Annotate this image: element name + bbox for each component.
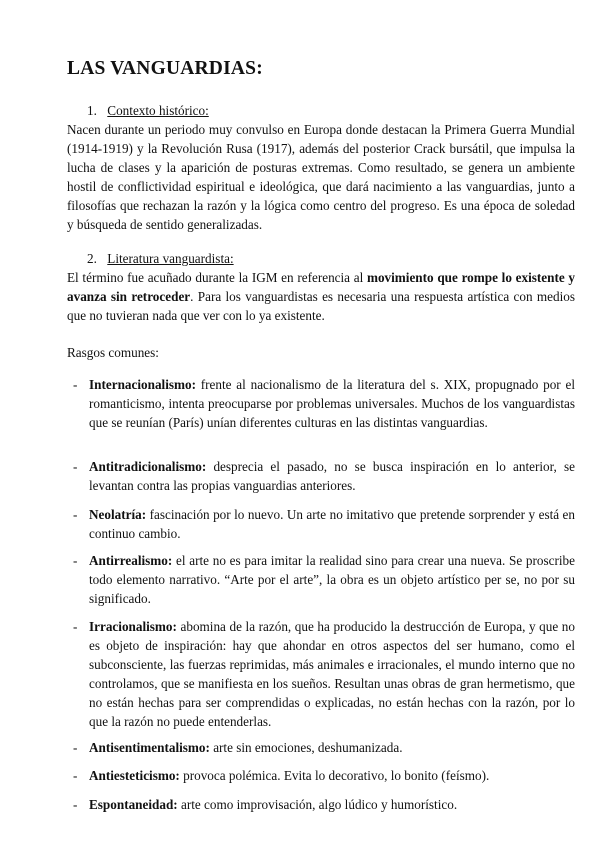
list-item-term: Espontaneidad: [89,797,178,812]
section-label: Literatura vanguardista: [107,251,234,266]
paragraph-text-before: El término fue acuñado durante la IGM en referencia al [67,270,367,285]
list-item-internacionalismo [67,375,575,432]
list-item-text: abomina de la razón, que ha producido la destrucción de Europa, y que no es objeto de inspiración: hay que ahondar en otros aspectos del ser humano, como el subconsciente, las fuerzas reprimidas, más animales e irracionales, el mundo interno que no controlamos, que se manifiesta en los sueños. Resultan unas obras de gran hermetismo, que no están hechas para ser comprendidas o explicadas, no están hechas con la razón, por lo que la razón no puede entenderlas. [89,619,575,729]
list-item-term: Antirrealismo: [89,553,173,568]
list-item-term: Internacionalismo: [89,377,196,392]
list-item-term: Irracionalismo: [89,619,177,634]
section-label: Contexto histórico: [107,103,209,118]
section-number: 2. [87,251,97,266]
list-item-antisentimentalismo [67,738,575,757]
section-heading-contexto [87,102,209,120]
bullet-dash: - [73,553,78,568]
list-item-term: Antitradicionalismo: [89,459,207,474]
list-item-neolatria [67,505,575,543]
paragraph-literatura [67,268,575,325]
list-item-espontaneidad [67,795,575,814]
bullet-dash: - [73,797,78,812]
list-item-text: desprecia el pasado, no se busca inspiración en lo anterior, se levantan contra las propias vanguardias anteriores. [89,459,575,493]
list-item-term: Antisentimentalismo: [89,740,210,755]
list-item-text: provoca polémica. Evita lo decorativo, lo bonito (feísmo). [179,768,490,783]
list-item-text: arte sin emociones, deshumanizada. [209,740,403,755]
bullet-dash: - [73,507,78,522]
list-item-term: Neolatría: [89,507,147,522]
bullet-dash: - [73,768,78,783]
list-item-irracionalismo [67,617,575,731]
list-item-text: el arte no es para imitar la realidad sino para crear una nueva. Se proscribe todo elemento narrativo. “Arte por el arte”, la obra es un objeto artístico per se, no por su significado. [89,553,575,606]
paragraph-text: Nacen durante un periodo muy convulso en Europa donde destacan la Primera Guerra Mundial (1914-1919) y la Revolución Rusa (1917), además del posterior Crack bursátil, que impulsa la lucha de clases y la aparición de posturas extremas. Como resultado, se genera un ambiente hostil de conflictividad espiritual e ideológica, que dará nacimiento a las vanguardias, junto a filosofías que rechazan la razón y la lógica como centro del progreso. Es una época de soledad y búsqueda de sentido generalizadas. [67,122,575,232]
paragraph-text-bold: movimiento que rompe lo existente y avanza sin retroceder [67,270,575,304]
section-heading-literatura [87,250,234,268]
bullet-dash: - [73,619,78,634]
section-number: 1. [87,103,97,118]
list-item-text: fascinación por lo nuevo. Un arte no imitativo que pretende sorprender y está en continuo cambio. [89,507,575,541]
rasgos-heading: Rasgos comunes: [67,345,159,360]
bullet-dash: - [73,459,78,474]
bullet-dash: - [73,377,78,392]
list-item-text: arte como improvisación, algo lúdico y humorístico. [177,797,458,812]
list-item-text: frente al nacionalismo de la literatura del s. XIX, propugnado por el romanticismo, intenta preocuparse por problemas universales. Muchos de los vanguardistas que se reunían (París) unían diferentes culturas en las distintas vanguardias. [89,377,575,430]
list-item-antiesteticismo [67,766,575,785]
paragraph-text-after: . Para los vanguardistas es necesaria una respuesta artística con medios que no tuvieran nada que ver con lo ya existente. [67,289,575,323]
list-item-antirrealismo [67,551,575,608]
bullet-dash: - [73,740,78,755]
page-title: LAS VANGUARDIAS: [67,58,263,79]
list-item-term: Antiesteticismo: [89,768,180,783]
list-item-antitradicionalismo [67,457,575,495]
paragraph-contexto [67,120,575,234]
